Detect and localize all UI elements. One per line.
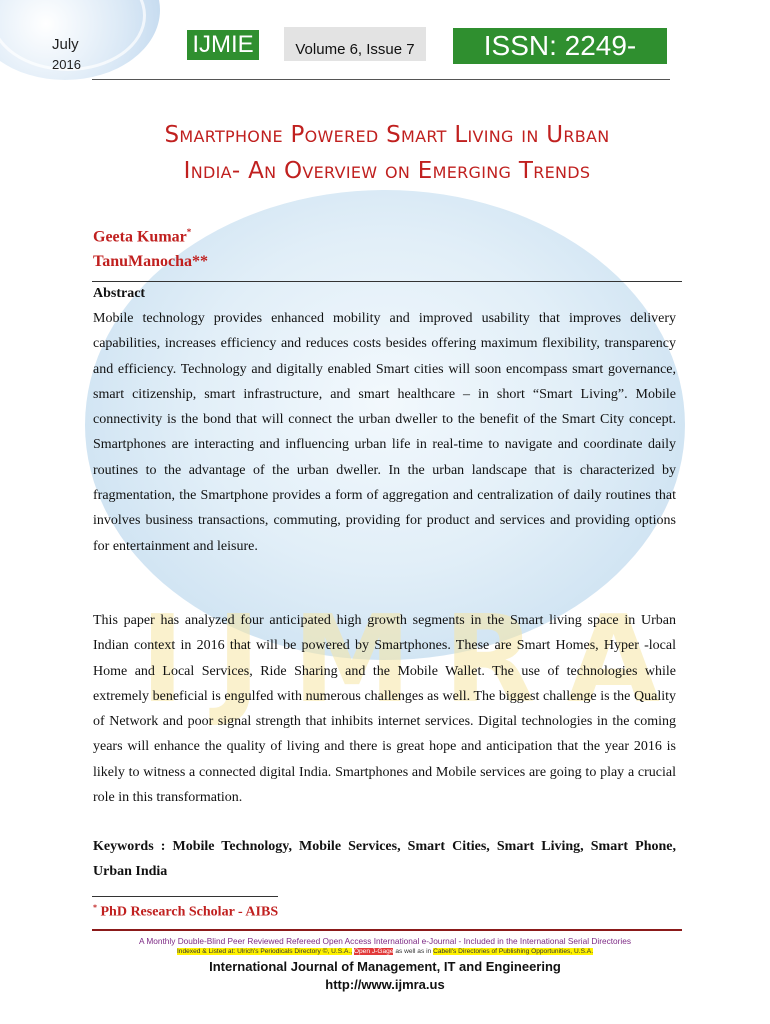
journal-url[interactable]: http://www.ijmra.us <box>325 977 445 992</box>
footer-divider <box>92 929 682 931</box>
issue-year: 2016 <box>52 57 81 72</box>
paper-title <box>92 117 682 189</box>
footer-description: A Monthly Double-Blind Peer Reviewed Refereed Open Access International e-Journal - Included in the International Serial Directories <box>138 936 632 946</box>
footnote-divider <box>92 896 278 897</box>
paper-title-line1: Smartphone Powered Smart Living in Urban <box>164 122 610 148</box>
footer-indexing-ulrich: Indexed & Listed at: Ulrich's Periodicals Directory ©, U.S.A., <box>176 948 353 955</box>
footer-indexing-jgage: Open J-Gage <box>353 948 394 955</box>
watermark-letter: J <box>216 591 261 730</box>
author-1 <box>93 227 191 246</box>
watermark-letter: I <box>140 591 185 730</box>
journal-brand: IJMIE <box>187 30 259 60</box>
abstract-paragraph-2: This paper has analyzed four anticipated high growth segments in the Smart living space in Urban Indian context in 2016 that will be powered by Smartphones. These are Smart Homes, Hyper -local Home and Local Services, Ride Sharing and the Mobile Wallet. The use of technologies while extremely beneficial is engulfed with numerous challenges as well. The biggest challenge is the Quality of Network and poor signal strength that inhibits internet services. Digital technologies in the coming years will enhance the quality of living and there is great hope and anticipation that the year 2016 is likely to witness a connected digital India. Smartphones and Mobile services are going to play a crucial role in this transformation. <box>93 613 676 806</box>
watermark-letter: R <box>443 591 536 730</box>
volume-issue: Volume 6, Issue 7 <box>284 27 426 61</box>
issn-badge: ISSN: 2249-0558 <box>453 28 667 64</box>
watermark-letter: M <box>292 591 412 730</box>
paper-title-line2: India- An Overview on Emerging Trends <box>183 158 591 184</box>
watermark-letter: A <box>567 591 660 730</box>
author-1-name: Geeta Kumar <box>93 228 187 246</box>
footer-indexing <box>0 948 770 955</box>
footer-indexing-cabell: Cabell's Directories of Publishing Opportunities, U.S.A. <box>433 948 594 955</box>
abstract-paragraph-1: Mobile technology provides enhanced mobility and improved usability that improves delivery capabilities, increases efficiency and reduces costs besides offering maximum flexibility, transparency and efficiency. Technology and digitally enabled Smart cities will soon encompass smart governance, smart citizenship, smart infrastructure, and smart healthcare – in short “Smart Living”. Mobile connectivity is the bond that will connect the urban dweller to the benefit of the Smart City concept. Smartphones are interacting and influencing urban life in real-time to navigate and coordinate daily routines to the advantage of the urban dweller. In the urban landscape that is characterized by fragmentation, the Smartphone provides a form of aggregation and centralization of daily routines that involves business transactions, commuting, providing for product and services and providing options for entertainment and leisure. <box>93 311 676 554</box>
footnote <box>93 903 278 921</box>
footer-indexing-sep: as well as in <box>395 948 432 955</box>
footnote-mark: * <box>93 903 97 912</box>
author-2: TanuManocha** <box>93 253 208 270</box>
abstract-divider <box>92 281 682 282</box>
author-1-mark: * <box>186 227 192 237</box>
abstract-heading: Abstract <box>93 286 146 301</box>
keywords: Keywords : Mobile Technology, Mobile Services, Smart Cities, Smart Living, Smart Phone, Urban India <box>93 839 676 879</box>
journal-name: International Journal of Management, IT and Engineering <box>209 959 561 974</box>
header-divider <box>92 79 670 80</box>
footnote-text: PhD Research Scholar - AIBS <box>100 904 279 920</box>
issue-month: July <box>52 36 79 53</box>
